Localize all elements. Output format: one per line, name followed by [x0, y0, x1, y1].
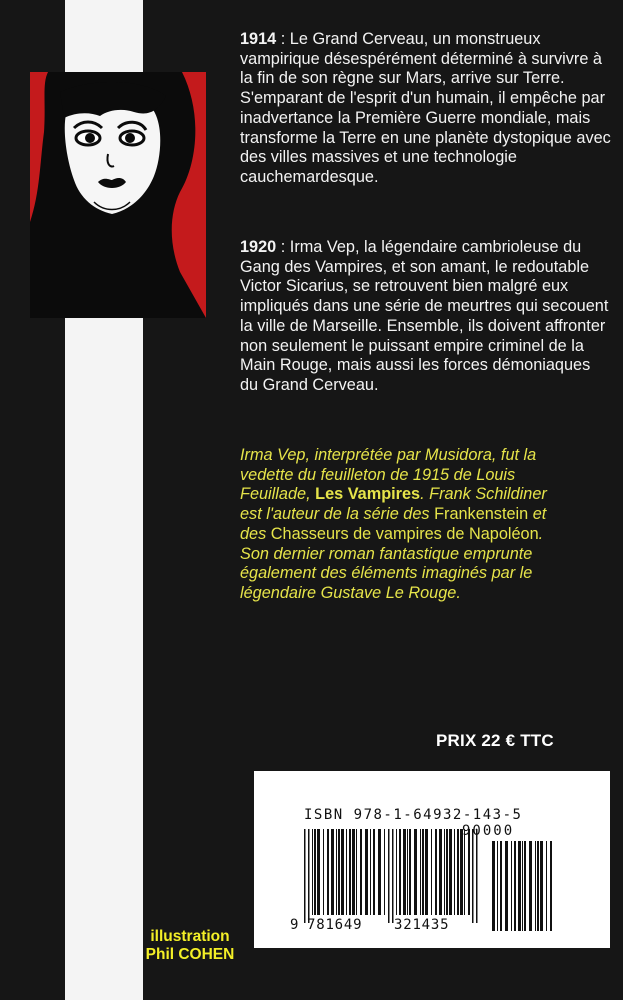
barcode-bar [352, 829, 355, 915]
vampire-portrait-illustration [30, 72, 206, 318]
barcode-addon-bar [514, 841, 516, 931]
barcode-bar [378, 829, 381, 915]
barcode-guard-bar [304, 829, 306, 923]
barcode-bar [317, 829, 320, 915]
illustration-credit [138, 928, 242, 964]
barcode-bar [373, 829, 375, 915]
barcode-lead-digit: 9 [290, 917, 299, 933]
barcode-bar [384, 829, 385, 915]
barcode-bar [446, 829, 448, 915]
barcode-addon-bar [511, 841, 512, 931]
barcode-bar [425, 829, 428, 915]
synopsis-1914-text: : Le Grand Cerveau, un monstrueux vampirique désespérément déterminé à survivre à la fin de son règne sur Mars, arrive sur Terre. S'emparant de l'esprit d'un humain, il empêche par inadvertance la Première Guerre mondiale, mais transforme la Terre en une planète dystopique avec des villes massives et une technologie cauchemardesque. [240, 30, 611, 186]
barcode-guard-bar [472, 829, 474, 923]
isbn-barcode-box [254, 771, 610, 948]
synopsis-paragraph-1914 [240, 30, 612, 188]
blurb-part-4: . Son dernier roman fantastique emprunte également des éléments imaginés par le légendaire Gustave Le Rouge. [240, 524, 544, 602]
blurb-title: Les Vampires [315, 485, 421, 504]
barcode-bar [431, 829, 432, 915]
vampire-woman-drawing [30, 72, 206, 318]
barcode-bar [420, 829, 421, 915]
barcode-bar [349, 829, 351, 915]
barcode-addon-bar [518, 841, 521, 931]
barcode-addon-bar [529, 841, 532, 931]
barcode-addon-bar [546, 841, 547, 931]
barcode-bar [444, 829, 445, 915]
barcode-addon-bar [535, 841, 536, 931]
barcode-bar [360, 829, 362, 915]
barcode-bar [341, 829, 344, 915]
barcode-bar [365, 829, 368, 915]
barcode-bar [435, 829, 437, 915]
barcode-bar [449, 829, 452, 915]
barcode-bar [338, 829, 340, 915]
barcode-bar [454, 829, 455, 915]
price-label: PRIX 22 € TTC [436, 731, 554, 750]
addon-digits: 90000 [462, 823, 515, 839]
credit-line-2: Phil COHEN [145, 946, 235, 963]
barcode-bar [460, 829, 463, 915]
isbn-label: ISBN 978-1-64932-143-5 [304, 807, 523, 823]
barcode-bar [439, 829, 442, 915]
synopsis-1920-text: : Irma Vep, la légendaire cambrioleuse du Gang des Vampires, et son amant, le redoutable Victor Sicarius, se retrouvent bien malgré eux impliqués dans une série de meurtres qui secouent la ville de Marseille. Ensemble, ils doivent affronter non seulement le puissant empire criminel de la Main Rouge, mais aussi les forces démoniaques du Grand Cerveau. [240, 238, 609, 394]
barcode-bar [422, 829, 424, 915]
barcode-addon-bar [500, 841, 502, 931]
barcode-bar [346, 829, 347, 915]
barcode-bar [464, 829, 465, 915]
barcode-addon-bar [540, 841, 543, 931]
barcode-bar [323, 829, 324, 915]
barcode-bar [370, 829, 371, 915]
blurb-part-1: Irma Vep, interprétée par Musidora, fut la vedette du feuilleton de 1915 de Louis Feuillade, [240, 446, 537, 504]
barcode-bar [409, 829, 411, 915]
barcode-digits-group-1: 781649 [307, 917, 363, 933]
barcode-addon-bar [492, 841, 495, 931]
blurb-part-3: et des [240, 505, 547, 543]
barcode-bar [399, 829, 401, 915]
barcode-digits-group-2: 321435 [394, 917, 450, 933]
barcode-bar [356, 829, 357, 915]
barcode-bar [457, 829, 459, 915]
barcode-bar [396, 829, 397, 915]
barcode-addon-bar [522, 841, 523, 931]
blurb-series-2: Chasseurs de vampires de Napoléon [270, 524, 539, 543]
barcode-guard-bar [308, 829, 310, 923]
barcode-bar [468, 829, 470, 915]
blurb-series-1: Frankenstein [434, 505, 529, 524]
barcode-addon-bar [505, 841, 508, 931]
year-1914: 1914 [240, 30, 277, 48]
barcode-bar [327, 829, 329, 915]
barcode-addon-bar [524, 841, 526, 931]
credit-line-1: illustration [150, 928, 230, 945]
year-1920: 1920 [240, 238, 277, 256]
barcode-guard-bar [392, 829, 394, 923]
barcode-bar [331, 829, 334, 915]
barcode-bar [312, 829, 313, 915]
barcode-guard-bar [476, 829, 478, 923]
barcode-guard-bar [388, 829, 390, 923]
synopsis-paragraph-1920 [240, 238, 612, 396]
barcode-addon-bar [537, 841, 539, 931]
barcode-bar [403, 829, 406, 915]
barcode-bar [336, 829, 337, 915]
blurb-part-2: . Frank Schildiner est l'auteur de la série des [240, 485, 547, 524]
barcode-bar [407, 829, 408, 915]
barcode-bar [414, 829, 417, 915]
barcode-bar [314, 829, 316, 915]
author-blurb [240, 446, 570, 604]
barcode-addon-bar [497, 841, 498, 931]
barcode-addon-bar [550, 841, 552, 931]
